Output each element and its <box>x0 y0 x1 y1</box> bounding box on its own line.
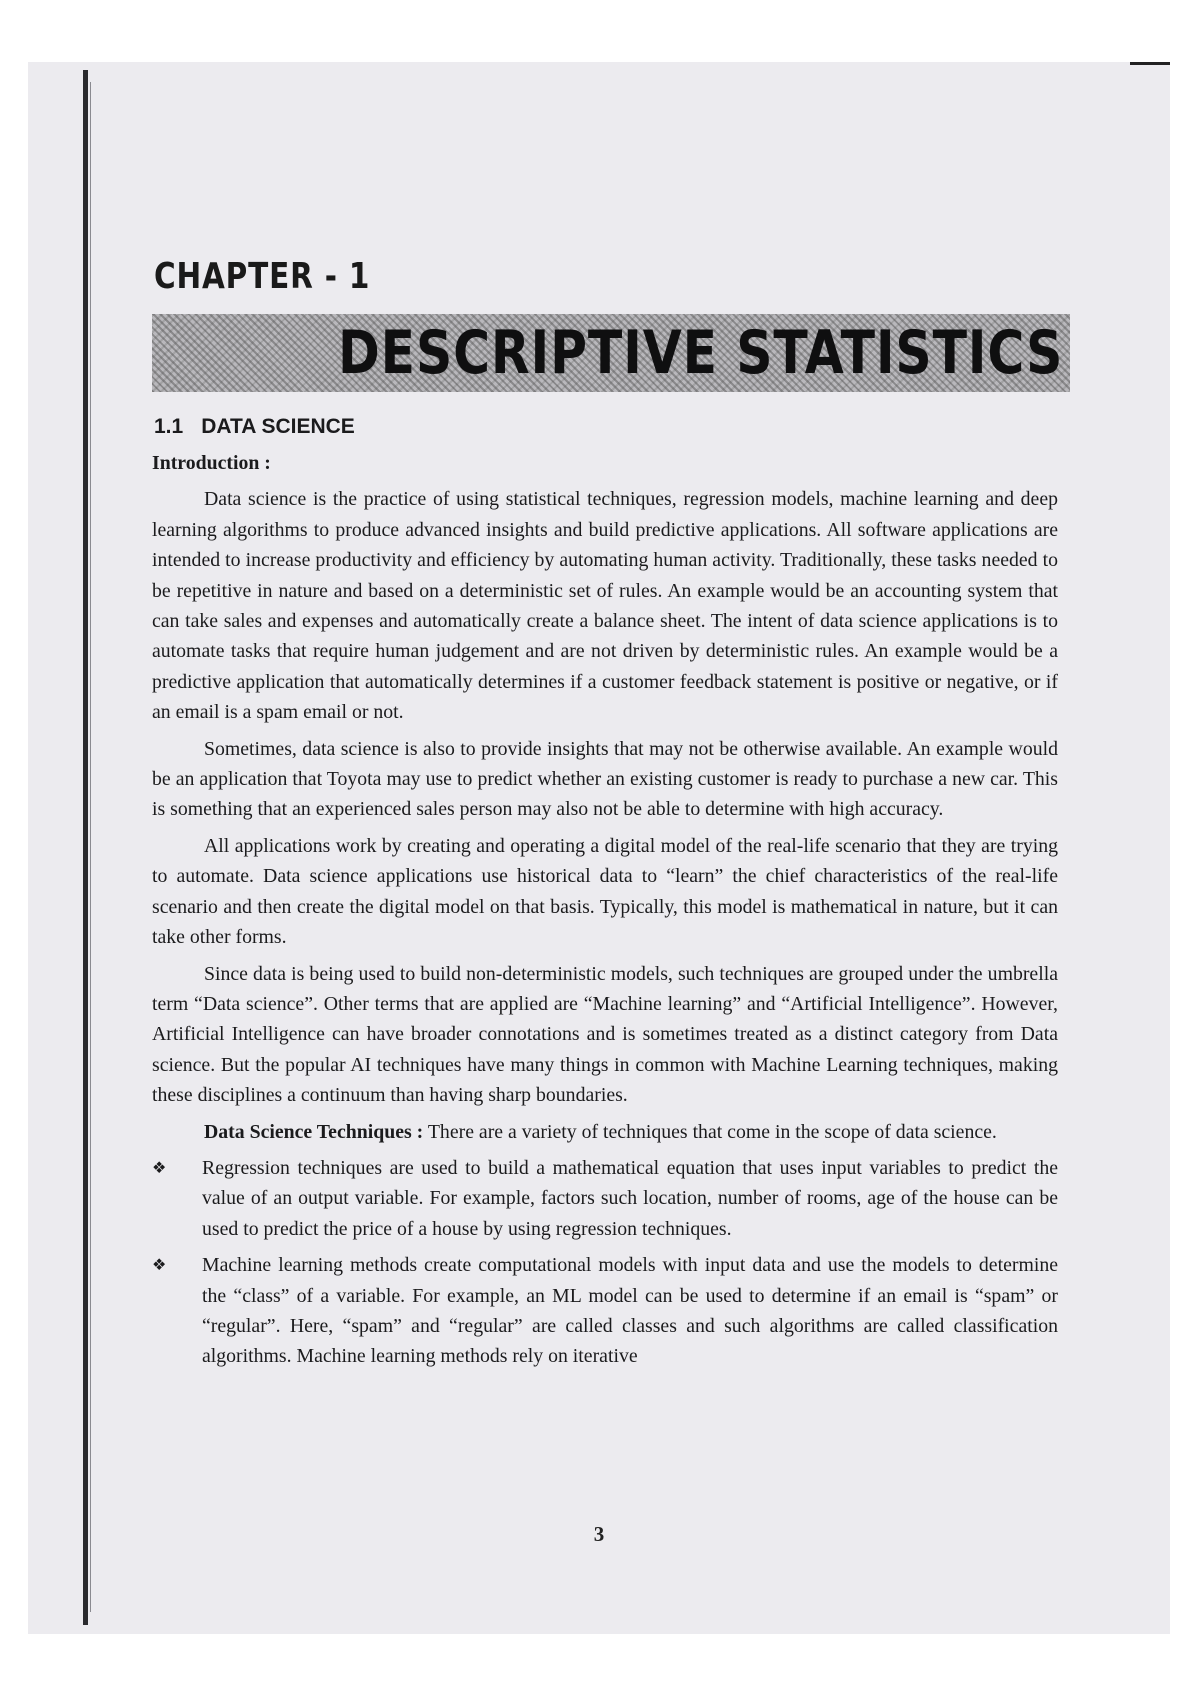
section-title: DATA SCIENCE <box>201 415 355 438</box>
chapter-label: CHAPTER - 1 <box>154 256 371 297</box>
scan-edge-mark <box>1130 62 1170 65</box>
techniques-paragraph <box>152 1117 1058 1147</box>
techniques-lead: Data Science Techniques : <box>204 1120 424 1143</box>
page-number: 3 <box>593 1522 605 1546</box>
section-heading <box>154 412 1058 442</box>
chapter-title: DESCRIPTIVE STATISTICS <box>338 318 1064 388</box>
list-item <box>152 1153 1058 1244</box>
paragraph: Sometimes, data science is also to provide insights that may not be otherwise available. An example would be an application that Toyota may use to predict whether an existing customer is ready to purchase a new car. This is something that an experienced sales person may also not be able to determine with high accuracy. <box>152 737 1058 821</box>
diamond-bullet-icon: ❖ <box>152 1255 167 1275</box>
list-item-text: Regression techniques are used to build a mathematical equation that uses input variables to predict the value of an output variable. For example, factors such location, number of rooms, age of the house can be used to predict the price of a house by using regression techniques. <box>202 1156 1058 1240</box>
binding-shadow <box>90 82 91 1612</box>
scanned-page <box>28 62 1170 1634</box>
page-body <box>152 412 1058 1378</box>
binding-edge <box>83 70 88 1625</box>
section-number: 1.1 <box>154 415 184 438</box>
list-item-text: Machine learning methods create computational models with input data and use the models to determine the “class” of a variable. For example, an ML model can be used to determine if an email is “spam” or “regular”. Here, “spam” and “regular” are called classes and such algorithms are called classification algorithms. Machine learning methods rely on iterative <box>202 1254 1058 1368</box>
techniques-text: There are a variety of techniques that come in the scope of data science. <box>423 1120 997 1143</box>
diamond-bullet-icon: ❖ <box>152 1157 167 1177</box>
paragraph: Data science is the practice of using statistical techniques, regression models, machine learning and deep learning algorithms to produce advanced insights and build predictive applications. All software applications are intended to increase productivity and efficiency by automating human activity. Traditionally, these tasks needed to be repetitive in nature and based on a deterministic set of rules. An example would be an accounting system that can take sales and expenses and automatically create a balance sheet. The intent of data science applications is to automate tasks that require human judgement and are not driven by deterministic rules. An example would be a predictive application that automatically determines if a customer feedback statement is positive or negative, or if an email is a spam email or not. <box>152 488 1058 724</box>
paragraph: All applications work by creating and operating a digital model of the real-life scenario that they are trying to automate. Data science applications use historical data to “learn” the chief characteristics of the real-life scenario and then create the digital model on that basis. Typically, this model is mathematical in nature, but it can take other forms. <box>152 834 1058 949</box>
paragraph: Since data is being used to build non-deterministic models, such techniques are grouped under the umbrella term “Data science”. Other terms that are applied are “Machine learning” and “Artificial Intelligence”. However, Artificial Intelligence can have broader connotations and is sometimes treated as a distinct category from Data science. But the popular AI techniques have many things in common with Machine Learning techniques, making these disciplines a continuum than having sharp boundaries. <box>152 962 1058 1107</box>
intro-label: Introduction : <box>152 452 271 474</box>
technique-list <box>152 1153 1058 1372</box>
list-item <box>152 1250 1058 1372</box>
